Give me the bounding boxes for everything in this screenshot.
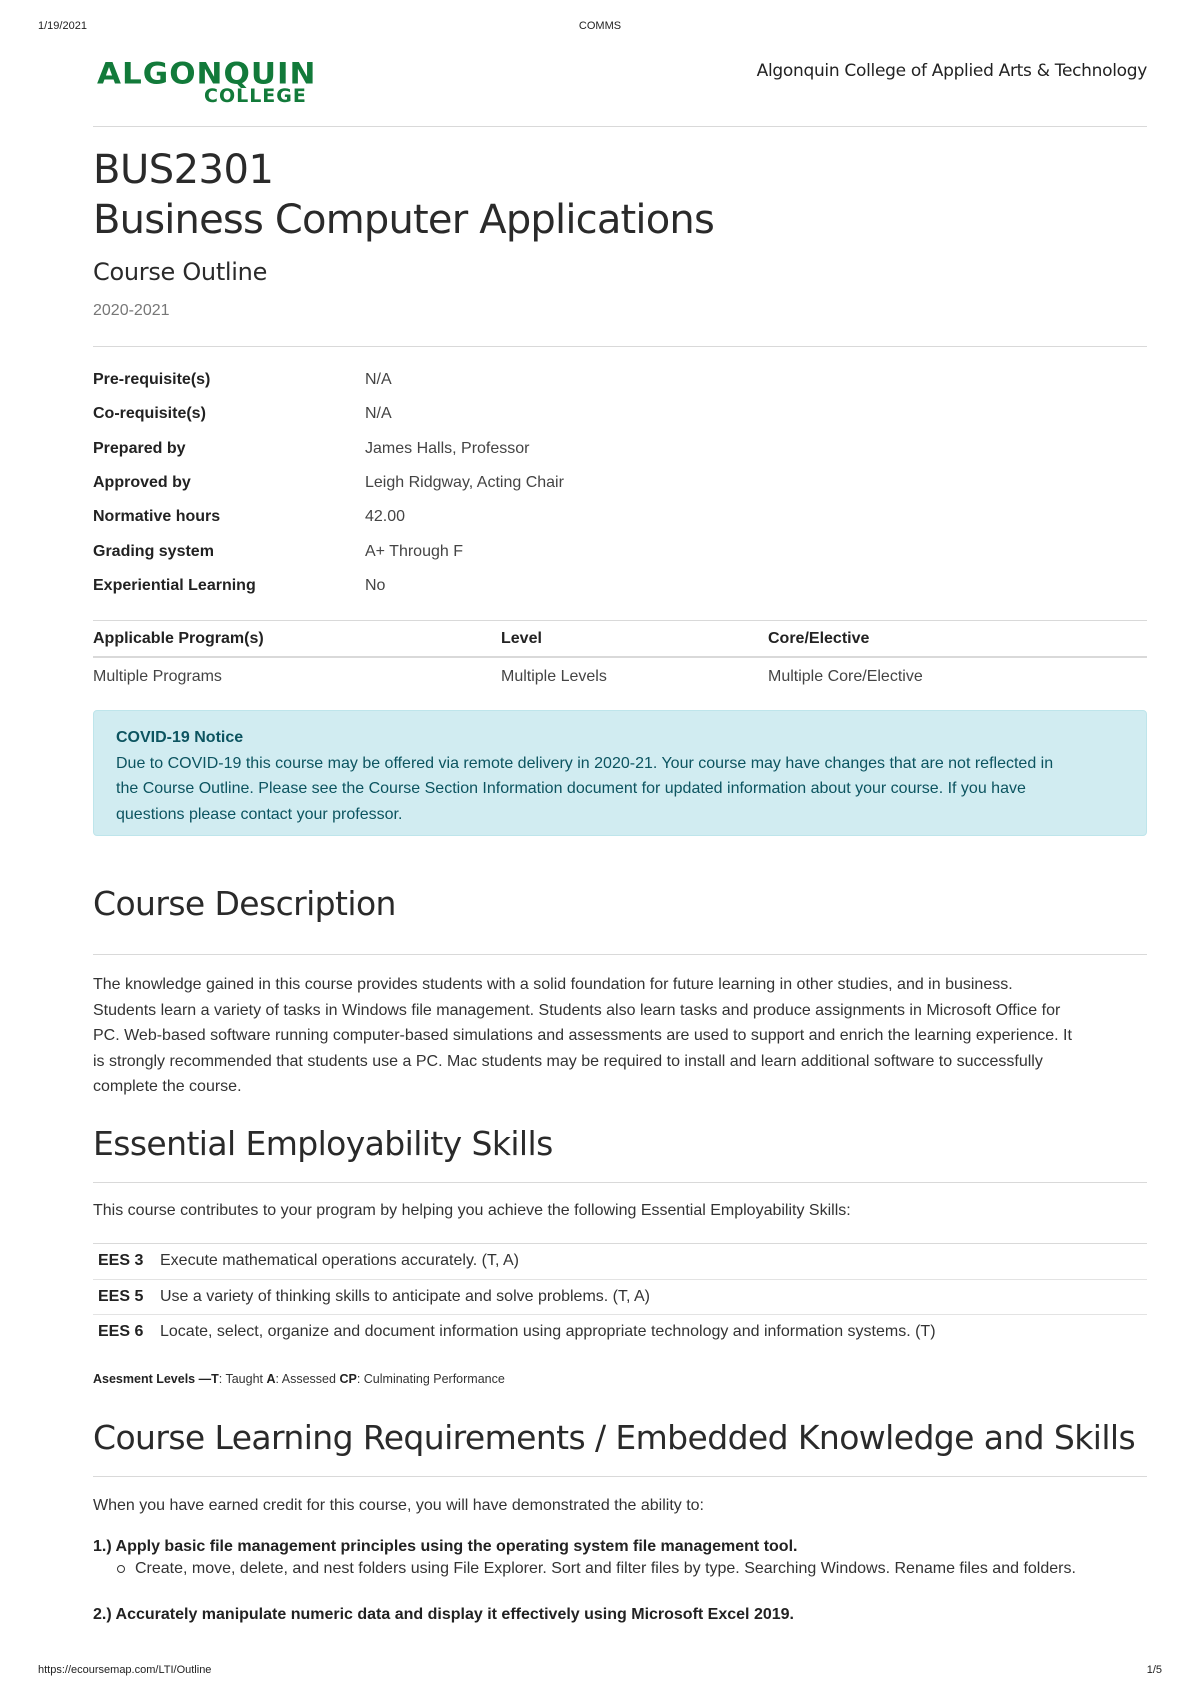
meta-value: No — [365, 576, 386, 594]
meta-row — [93, 432, 1147, 466]
course-code: BUS2301 — [93, 147, 274, 193]
course-name: Business Computer Applications — [93, 197, 715, 243]
description-line: is strongly recommended that students use a PC. Mac students may be required to install and learn additional software to successfully — [93, 1052, 1043, 1070]
description-line: The knowledge gained in this course provides students with a solid foundation for future learning in other studies, and in business. — [93, 976, 1013, 993]
notice-line: Due to COVID-19 this course may be offered via remote delivery in 2020-21. Your course may have changes that are not reflected in — [116, 754, 1054, 772]
course-title-block — [93, 146, 1147, 347]
meta-value: N/A — [365, 405, 392, 423]
ees-description: Locate, select, organize and document information using appropriate technology and information systems. (T) — [160, 1323, 936, 1341]
notice-line: questions please contact your professor. — [116, 805, 403, 823]
legend-text: : Taught — [218, 1372, 267, 1386]
meta-row — [93, 397, 1147, 431]
table-row — [93, 658, 1147, 696]
meta-value: N/A — [365, 371, 392, 389]
clr-title: 2.) Accurately manipulate numeric data and display it effectively using Microsoft Excel 2019. — [93, 1606, 794, 1623]
legend-label: A — [266, 1372, 276, 1386]
meta-label: Normative hours — [93, 508, 221, 526]
meta-value: James Halls, Professor — [365, 439, 530, 457]
table-cell: Multiple Programs — [93, 668, 222, 685]
description-line: complete the course. — [93, 1078, 242, 1096]
academic-year: 2020-2021 — [93, 302, 170, 319]
ees-code: EES 6 — [98, 1323, 144, 1341]
clr-title: 1.) Apply basic file management principles using the operating system file management tool. — [93, 1538, 798, 1555]
meta-value: A+ Through F — [365, 542, 463, 560]
algonquin-logo — [97, 56, 317, 107]
course-meta-table — [93, 363, 1147, 603]
assessment-legend — [93, 1372, 505, 1386]
print-url: https://ecoursemap.com/LTI/Outline — [38, 1664, 212, 1676]
legend-label: CP — [339, 1372, 357, 1386]
meta-row — [93, 466, 1147, 500]
clr-item — [93, 1538, 1147, 1578]
section-heading: Course Description — [93, 884, 396, 923]
ees-intro: This course contributes to your program by helping you achieve the following Essential Employability Skills: — [93, 1202, 851, 1219]
programs-header-row — [93, 621, 1147, 658]
meta-label: Prepared by — [93, 439, 186, 457]
table-row — [93, 1315, 1147, 1350]
clr-subitem — [117, 1560, 1147, 1578]
ees-heading-block — [93, 1124, 1147, 1183]
meta-label: Co-requisite(s) — [93, 405, 206, 423]
legend-text: : Culminating Performance — [356, 1372, 505, 1386]
meta-label: Approved by — [93, 474, 191, 492]
table-cell: Multiple Levels — [501, 668, 607, 685]
meta-label: Pre-requisite(s) — [93, 371, 211, 389]
meta-row — [93, 363, 1147, 397]
section-heading: Course Learning Requirements / Embedded Knowledge and Skills — [93, 1418, 1136, 1457]
course-description-heading-block — [93, 884, 1147, 955]
outline-label: Course Outline — [93, 258, 268, 286]
covid-notice — [93, 710, 1147, 836]
legend-label: Asesment Levels —T — [93, 1372, 219, 1386]
bullet-icon — [117, 1565, 125, 1573]
column-header: Core/Elective — [768, 629, 870, 647]
college-name: Algonquin College of Applied Arts & Technology — [756, 61, 1147, 81]
ees-table — [93, 1243, 1147, 1350]
column-header: Level — [501, 629, 542, 647]
print-title: COMMS — [578, 20, 622, 32]
meta-row — [93, 569, 1147, 603]
meta-label: Experiential Learning — [93, 576, 256, 594]
meta-value: 42.00 — [365, 508, 406, 526]
table-row — [93, 1244, 1147, 1280]
meta-row — [93, 534, 1147, 568]
meta-row — [93, 500, 1147, 534]
logo-wordmark: ALGONQUIN — [97, 56, 317, 92]
print-date: 1/19/2021 — [38, 20, 87, 32]
ees-code: EES 5 — [98, 1287, 144, 1305]
course-description-text — [93, 972, 1147, 1100]
print-page-number: 1/5 — [1146, 1664, 1162, 1676]
clr-heading-block — [93, 1418, 1147, 1477]
table-cell: Multiple Core/Elective — [768, 668, 923, 685]
page-header — [93, 58, 1147, 127]
logo-subtitle: COLLEGE — [204, 85, 307, 107]
ees-description: Use a variety of thinking skills to anticipate and solve problems. (T, A) — [160, 1287, 650, 1305]
programs-table — [93, 620, 1147, 696]
notice-line: the Course Outline. Please see the Course Section Information document for updated information about your course. If you have — [116, 780, 1026, 797]
meta-label: Grading system — [93, 542, 214, 560]
clr-intro: When you have earned credit for this course, you will have demonstrated the ability to: — [93, 1497, 704, 1514]
ees-description: Execute mathematical operations accurately. (T, A) — [160, 1252, 519, 1270]
column-header: Applicable Program(s) — [93, 629, 264, 647]
description-line: Students learn a variety of tasks in Windows file management. Students also learn tasks and produce assignments in Microsoft Office for — [93, 1001, 1061, 1019]
legend-text: : Assessed — [275, 1372, 340, 1386]
clr-item — [93, 1606, 1147, 1624]
meta-value: Leigh Ridgway, Acting Chair — [365, 474, 564, 492]
notice-title: COVID-19 Notice — [116, 729, 244, 746]
section-heading: Essential Employability Skills — [93, 1124, 553, 1163]
description-line: PC. Web-based software running computer-based simulations and assessments are used to support and enrich the learning experience. It — [93, 1027, 1072, 1045]
clr-subitem-text: Create, move, delete, and nest folders using File Explorer. Sort and filter files by type. Searching Windows. Rename files and folders. — [135, 1560, 1076, 1577]
table-row — [93, 1280, 1147, 1316]
ees-code: EES 3 — [98, 1252, 144, 1270]
